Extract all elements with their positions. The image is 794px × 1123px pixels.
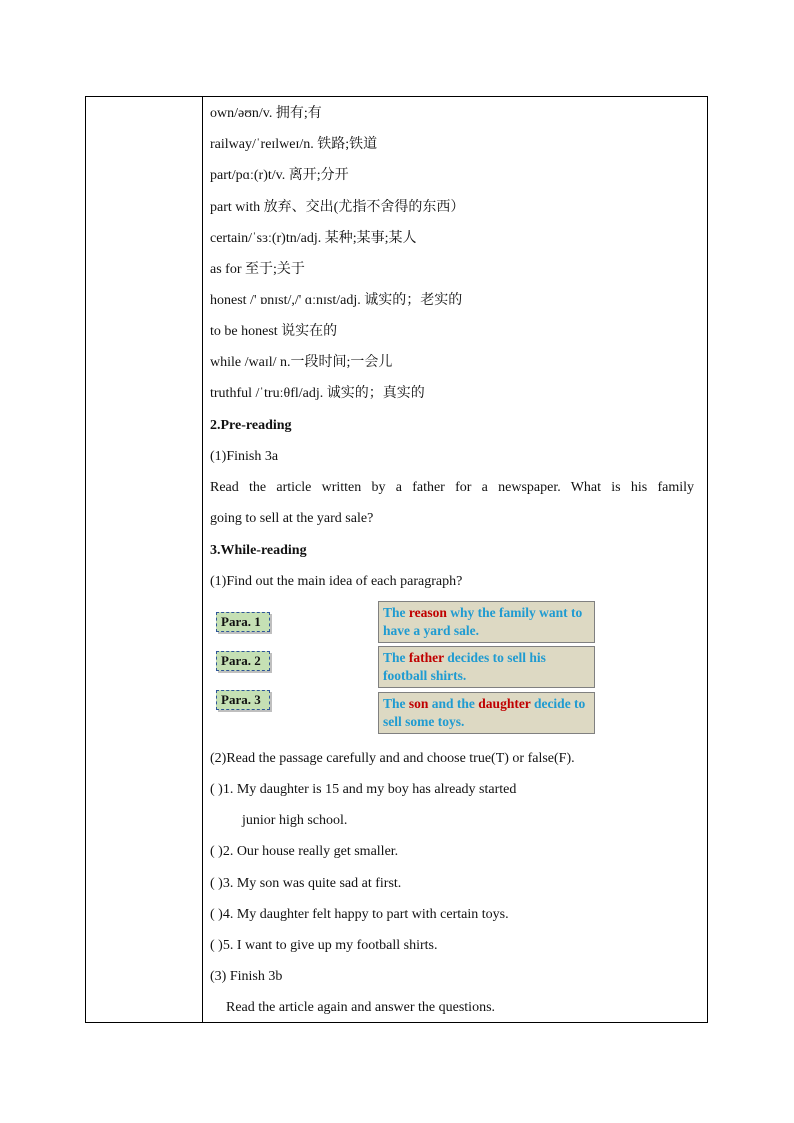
main-idea-box: The father decides to sell his football shirts. bbox=[378, 646, 595, 688]
finish-3b-instruction: Read the article again and answer the questions. bbox=[226, 1000, 496, 1015]
while-reading-heading: 3.While-reading bbox=[210, 543, 307, 558]
para-label: Para. 1 bbox=[216, 612, 270, 632]
pre-reading-instruction: Read the article written by a father for a newspaper. What is his family bbox=[210, 480, 694, 495]
vocab-item: railway/ˈreɪlweɪ/n. 铁路;铁道 bbox=[210, 137, 378, 152]
vocab-item: truthful /ˈtruːθfl/adj. 诚实的；真实的 bbox=[210, 386, 425, 401]
main-idea-task: (1)Find out the main idea of each paragraph? bbox=[210, 574, 463, 589]
tf-statement: ( )4. My daughter felt happy to part with certain toys. bbox=[210, 907, 509, 922]
true-false-task: (2)Read the passage carefully and and choose true(T) or false(F). bbox=[210, 751, 575, 766]
tf-statement-cont: junior high school. bbox=[242, 813, 348, 828]
tf-statement: ( )3. My son was quite sad at first. bbox=[210, 876, 402, 891]
vocab-item: part/pɑː(r)t/v. 离开;分开 bbox=[210, 168, 349, 183]
para-label: Para. 2 bbox=[216, 651, 270, 671]
vocab-item: to be honest 说实在的 bbox=[210, 324, 338, 339]
lesson-table bbox=[85, 96, 708, 1023]
vocab-item: certain/ˈsɜː(r)tn/adj. 某种;某事;某人 bbox=[210, 231, 417, 246]
pre-reading-heading: 2.Pre-reading bbox=[210, 418, 292, 433]
pre-reading-instruction-cont: going to sell at the yard sale? bbox=[210, 511, 374, 526]
vocab-item: while /waɪl/ n.一段时间;一会儿 bbox=[210, 355, 393, 370]
vocab-item: as for 至于;关于 bbox=[210, 262, 305, 277]
main-idea-box: The son and the daughter decide to sell some toys. bbox=[378, 692, 595, 734]
vocab-item: part with 放弃、交出(尤指不舍得的东西） bbox=[210, 200, 465, 215]
pre-reading-task: (1)Finish 3a bbox=[210, 449, 279, 464]
tf-statement: ( )1. My daughter is 15 and my boy has already started bbox=[210, 782, 517, 797]
tf-statement: ( )5. I want to give up my football shirts. bbox=[210, 938, 438, 953]
para-label: Para. 3 bbox=[216, 690, 270, 710]
vocab-item: own/əʊn/v. 拥有;有 bbox=[210, 106, 322, 121]
vocab-item: honest /' ɒnɪst/,/' ɑːnɪst/adj. 诚实的；老实的 bbox=[210, 293, 463, 308]
finish-3b-task: (3) Finish 3b bbox=[210, 969, 283, 984]
column-divider bbox=[202, 97, 203, 1022]
tf-statement: ( )2. Our house really get smaller. bbox=[210, 844, 399, 859]
main-idea-box: The reason why the family want to have a yard sale. bbox=[378, 601, 595, 643]
